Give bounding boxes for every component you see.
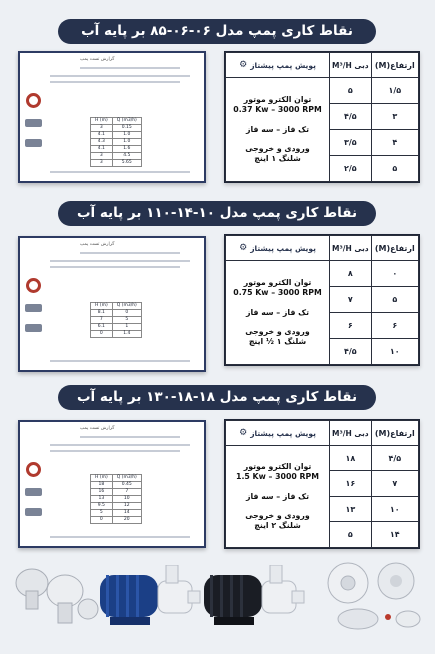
header-flow: دبی M³/H: [330, 53, 372, 78]
test-report-document: گزارش تست پمپ H (m) Q (m3/h) 18 0.45 16 7 13 10 9.5 12 5 14 0 20: [18, 420, 206, 548]
cell-flow: ۷: [330, 286, 372, 312]
performance-table: [224, 51, 420, 183]
cell-flow: ۱۳: [330, 496, 372, 521]
cell-flow: ۵: [330, 78, 372, 104]
company-logo-icon: [26, 462, 41, 477]
test-report-document: گزارش تست پمپ H (m) Q (m3/h) 3 0.15 4.1 1.0 4.3 1.0 4.1 1.6 3 4.5 3 5.65: [18, 51, 206, 183]
section-title: نقاط کاری پمپ مدل ۱۰-۱۴-۱۱۰ بر پایه آب: [58, 201, 376, 226]
gear-icon: ⚙: [239, 428, 248, 438]
performance-table: [224, 234, 420, 366]
spec-cell: توان الکترو موتور 0.75 Kw – 3000 RPM تک فاز – سه فاز ورودی و خروجی شلنگ ۱ ½ اینچ: [226, 261, 330, 365]
cell-flow: ۴/۵: [330, 338, 372, 364]
cell-flow: ۱۶: [330, 471, 372, 496]
performance-table: [224, 419, 420, 549]
section-title: نقاط کاری پمپ مدل ۰۶-۰۶-۸۵ بر پایه آب: [58, 19, 376, 44]
company-logo-icon: [26, 278, 41, 293]
header-height: ارتفاع(M): [371, 53, 418, 78]
pump-product-gallery: [0, 555, 435, 654]
cell-height: ۷: [371, 471, 418, 496]
cell-flow: ۶: [330, 312, 372, 338]
header-height: ارتفاع(M): [371, 236, 418, 261]
stamp-icon: [25, 119, 42, 127]
gear-icon: ⚙: [239, 60, 248, 70]
cell-flow: ۴/۵: [330, 103, 372, 129]
spec-cell: توان الکترو موتور 0.37 Kw – 3000 RPM تک فاز – سه فاز ورودی و خروجی شلنگ ۱ اینچ: [226, 78, 330, 182]
header-brand: پویش پمپ پیشتاز ⚙: [226, 53, 330, 78]
pump-black-motor-image: [196, 565, 306, 635]
cell-height: ۳: [371, 103, 418, 129]
cell-height: ۱۴: [371, 522, 418, 548]
pump-impeller-parts-image: [318, 557, 428, 635]
cell-flow: ۵: [330, 522, 372, 548]
cell-height: ۴: [371, 129, 418, 155]
company-logo-icon: [26, 93, 41, 108]
cell-flow: ۳/۵: [330, 129, 372, 155]
header-flow: دبی M³/H: [330, 236, 372, 261]
section-title: نقاط کاری پمپ مدل ۱۸-۱۸-۱۳۰ بر پایه آب: [58, 385, 376, 410]
header-brand: پویش پمپ پیشتاز ⚙: [226, 421, 330, 446]
pump-blue-motor-image: [92, 565, 202, 635]
doc-data-table: H (m) Q (m3/h) 18 0.45 16 7 13 10 9.5 12 5 14 0 20: [90, 474, 142, 524]
cell-height: ۰: [371, 261, 418, 287]
stamp-icon: [25, 488, 42, 496]
test-report-document: گزارش تست پمپ H (m) Q (m3/h) 8.1 0 7 5 6.1 1 0 1.4: [18, 236, 206, 372]
header-height: ارتفاع(M): [371, 421, 418, 446]
cell-flow: ۸: [330, 261, 372, 287]
cell-height: ۴/۵: [371, 446, 418, 471]
cell-flow: ۱۸: [330, 446, 372, 471]
header-brand: پویش پمپ پیشتاز ⚙: [226, 236, 330, 261]
spec-cell: توان الکترو موتور 1.5 Kw – 3000 RPM تک فاز – سه فاز ورودی و خروجی شلنگ ۲ اینچ: [226, 446, 330, 548]
pump-parts-white-image: [10, 561, 100, 631]
cell-height: ۱/۵: [371, 78, 418, 104]
cell-height: ۶: [371, 312, 418, 338]
cell-height: ۵: [371, 286, 418, 312]
cell-height: ۱۰: [371, 338, 418, 364]
cell-flow: ۲/۵: [330, 155, 372, 181]
header-flow: دبی M³/H: [330, 421, 372, 446]
doc-data-table: H (m) Q (m3/h) 8.1 0 7 5 6.1 1 0 1.4: [90, 302, 142, 338]
doc-data-table: H (m) Q (m3/h) 3 0.15 4.1 1.0 4.3 1.0 4.1 1.6 3 4.5 3 5.65: [90, 117, 142, 167]
cell-height: ۱۰: [371, 496, 418, 521]
cell-height: ۵: [371, 155, 418, 181]
stamp-icon: [25, 304, 42, 312]
gear-icon: ⚙: [239, 243, 248, 253]
